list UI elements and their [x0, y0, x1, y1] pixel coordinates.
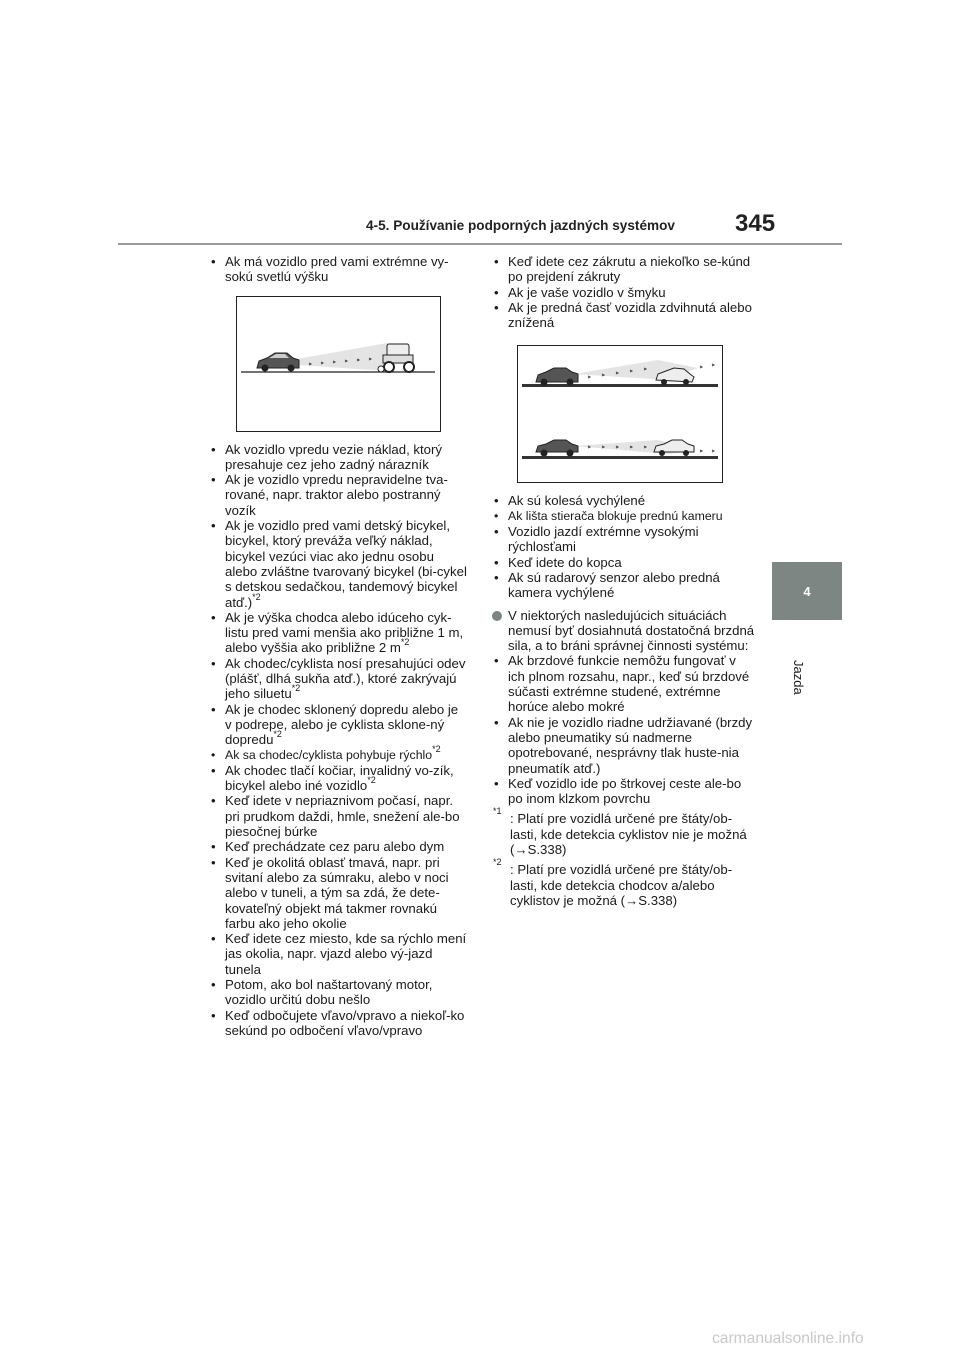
circle-bullet-icon: [492, 611, 502, 621]
list-item: • Ak sa chodec/cyklista pohybuje rýchlo$^{*2}$: [208, 748, 468, 763]
footnote-text: : Platí pre vozidlá určené pre štáty/ob-lasti, kde detekcia cyklistov nie je možná (→S.338): [510, 811, 747, 858]
figure-high-clearance-vehicle: [236, 296, 441, 432]
list-item: • Keď idete do kopca: [491, 555, 755, 570]
list-item: • Keď idete cez miesto, kde sa rýchlo mení jas okolia, napr. vjazd alebo vý-jazd tunela: [208, 931, 468, 977]
note-block: [491, 608, 755, 654]
list-item: • Ak sú kolesá vychýlené: [491, 493, 755, 508]
footnote-ref: *2: [291, 683, 301, 694]
list-item: • Ak má vozidlo pred vami extrémne vy-sokú svetlú výšku: [208, 254, 468, 285]
list-item: • Potom, ako bol naštartovaný motor, vozidlo určitú dobu nešlo: [208, 977, 468, 1008]
list-item: • Ak je vozidlo pred vami detský bicykel, bicykel, ktorý preváža veľký náklad, bicykel vezúci viac ako jednu osobu alebo zvláštne tvarovaný bicykel (bi-cykel s detskou sedačkou, tandemový bicykel atď.)$^{*2}$: [208, 518, 468, 610]
list-item: • Ak chodec/cyklista nosí presahujúci odev (plášť, dlhá sukňa atď.), ktoré zakrývajú jeho siluetu$^{*2}$: [208, 656, 468, 702]
figure-drawing: [237, 297, 440, 431]
watermark: carmanualsonline.info: [712, 1330, 864, 1347]
car-icon: [536, 440, 578, 457]
right-column: [491, 254, 755, 908]
section-title: 4-5. Používanie podporných jazdných systémov: [366, 218, 675, 233]
list-item: • Ak lišta stierača blokuje prednú kameru: [491, 509, 755, 524]
list-item: • Ak brzdové funkcie nemôžu fungovať v ich plnom rozsahu, napr., keď sú brzdové súčasti extrémne studené, extrémne horúce alebo mokré: [491, 653, 755, 714]
list-item: • Keď idete v nepriaznivom počasí, napr. pri prudkom daždi, hmle, snežení ale-bo piesočnej búrke: [208, 793, 468, 839]
chapter-tab[interactable]: [772, 562, 842, 620]
footnote: *2 : Platí pre vozidlá určené pre štáty/ob-lasti, kde detekcia chodcov a/alebo cyklistov je možná (→S.338): [493, 857, 733, 908]
list-item: • Ak chodec tlačí kočiar, invalidný vo-zík, bicykel alebo iné vozidlo$^{*2}$: [208, 763, 468, 794]
list-item: • Keď idete cez zákrutu a niekoľko se-kúnd po prejdení zákruty: [491, 254, 755, 285]
list-item: • Ak sú radarový senzor alebo predná kamera vychýlené: [491, 570, 755, 601]
road-upper: [522, 384, 718, 387]
note-text: V niektorých nasledujúcich situáciách nemusí byť dosiahnutá dostatočná brzdná sila, a to bráni správnej činnosti systému:: [508, 607, 755, 654]
car-icon: [257, 353, 299, 372]
footnote-ref: *2: [432, 743, 441, 754]
list-item: • Keď je okolitá oblasť tmavá, napr. pri svitaní alebo za súmraku, alebo v noci alebo v tuneli, a tým sa zdá, že dete-kovateľný objekt má takmer rovnakú farbu ako jeho okolie: [208, 855, 468, 931]
car-icon: [536, 368, 578, 386]
left-column: [208, 254, 468, 1038]
footnote-ref: *2: [367, 775, 376, 786]
sensor-beam: [297, 343, 387, 371]
footnote-ref: *2: [273, 729, 282, 740]
list-item: • Ak nie je vozidlo riadne udržiavané (brzdy alebo pneumatiky sú nadmerne opotrebované, nesprávny tlak huste-nia pneumatík atď.): [491, 715, 755, 776]
list-item: • Ak je predná časť vozidla zdvihnutá alebo znížená: [491, 300, 755, 331]
road-lower: [522, 456, 718, 459]
list-item: • Ak vozidlo vpredu vezie náklad, ktorý presahuje cez jeho zadný nárazník: [208, 442, 468, 473]
figure-curve-and-slope: [517, 345, 723, 483]
footnote-text: : Platí pre vozidlá určené pre štáty/ob-lasti, kde detekcia chodcov a/alebo cyklistov je možná (→S.338): [510, 862, 733, 908]
list-item: • Ak je vozidlo vpredu nepravidelne tva-rované, napr. traktor alebo postranný vozík: [208, 472, 468, 518]
list-item: • Ak je vaše vozidlo v šmyku: [491, 285, 755, 300]
footnote: *1 : Platí pre vozidlá určené pre štáty/ob-lasti, kde detekcia cyklistov nie je možná (→S.338): [493, 806, 747, 858]
footnote-ref: *2: [400, 637, 410, 648]
chapter-number: 4: [803, 583, 811, 599]
list-item: • Keď prechádzate cez paru alebo dym: [208, 839, 468, 854]
page-number: 345: [735, 210, 776, 237]
figure-drawing: [518, 346, 722, 482]
list-item: • Keď vozidlo ide po štrkovej ceste ale-bo po inom klzkom povrchu: [491, 776, 755, 807]
list-item: • Keď odbočujete vľavo/vpravo a niekoľ-ko sekúnd po odbočení vľavo/vpravo: [208, 1008, 468, 1039]
chapter-name: Jazda: [791, 660, 806, 695]
footnote-ref: *2: [252, 591, 261, 602]
list-item: • Ak je chodec sklonený dopredu alebo je v podrepe, alebo je cyklista sklone-ný dopredu$^{*2}$: [208, 702, 468, 748]
list-item: • Vozidlo jazdí extrémne vysokými rýchlosťami: [491, 524, 755, 555]
list-item: • Ak je výška chodca alebo idúceho cyk-listu pred vami menšia ako približne 1 m, alebo vyššia ako približne 2 $m^{*2}$: [208, 610, 468, 656]
header-divider: [118, 243, 842, 245]
